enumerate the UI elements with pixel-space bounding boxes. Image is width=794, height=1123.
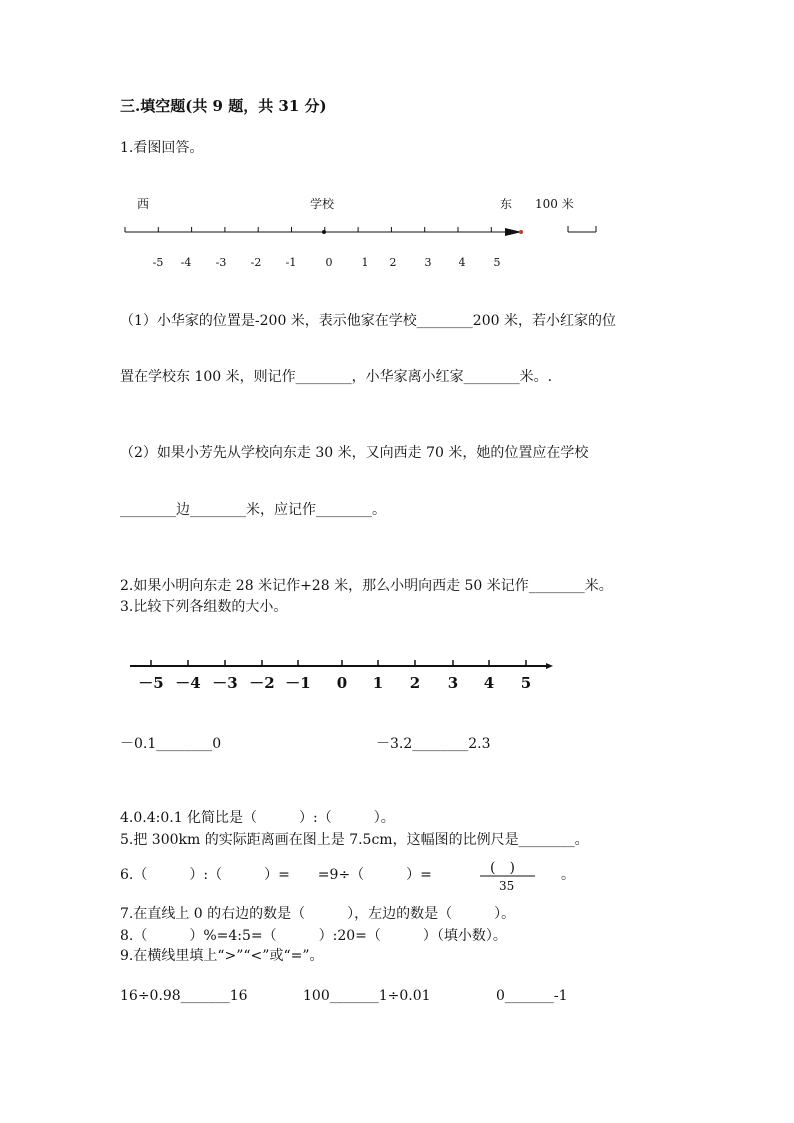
q1-tick-label: 4: [458, 256, 466, 269]
q2-text: 2.如果小明向东走 28 米记作+28 米，那么小明向西走 50 米记作________米。: [120, 578, 613, 594]
q3-tick-label: －3: [212, 674, 238, 692]
q3-compare-1: －0.1________0: [120, 736, 222, 752]
q3-tick-label: 1: [372, 674, 384, 692]
q7-text: 7.在直线上 0 的右边的数是（ ），左边的数是（ ）。: [120, 906, 516, 922]
label-scale: 100 米: [535, 197, 574, 211]
q1-tick-label: 2: [389, 256, 397, 269]
q9-compare-3: 0_______-1: [496, 988, 568, 1004]
section-title: 三.填空题(共 9 题，共 31 分): [120, 97, 327, 115]
q3-tick-label: 2: [409, 674, 421, 692]
q3-compare-2: －3.2________2.3: [376, 736, 491, 752]
label-east: 东: [500, 197, 513, 211]
q3-tick-label: －1: [285, 674, 311, 692]
q8-text: 8.（ ）%=4:5=（ ）:20=（ ）（填小数）。: [120, 928, 507, 944]
q6-numerator: ( ): [490, 860, 515, 876]
q1-part2-line2: ________边________米，应记作________。: [120, 502, 386, 518]
q1-part2-line1: （2）如果小芳先从学校向东走 30 米，又向西走 70 米，她的位置应在学校: [120, 445, 589, 461]
label-west: 西: [137, 197, 150, 211]
q1-tick-label: -1: [285, 256, 297, 269]
q6-denominator: 35: [499, 879, 515, 893]
q9-compare-1: 16÷0.98_______16: [120, 988, 248, 1004]
q1-tick-label: -3: [215, 256, 227, 269]
q3-tick-label: 3: [447, 674, 459, 692]
q1-tick-label: -4: [180, 256, 192, 269]
q3-tick-label: 5: [520, 674, 532, 692]
q9-compare-2: 100_______1÷0.01: [303, 988, 431, 1004]
q3-tick-label: 0: [336, 674, 348, 692]
q3-stem: 3.比较下列各组数的大小。: [120, 599, 288, 615]
q3-tick-label: －2: [249, 674, 275, 692]
q1-tick-label: -2: [250, 256, 262, 269]
q1-tick-label: 1: [361, 256, 369, 269]
q1-tick-label: 5: [493, 256, 501, 269]
q1-tick-label: -5: [152, 256, 164, 269]
q1-stem: 1.看图回答。: [120, 140, 204, 156]
q9-stem: 9.在横线里填上“>”“<”或“=”。: [120, 948, 324, 964]
q1-part1-line1: （1）小华家的位置是-200 米，表示他家在学校________200 米，若小红家的位: [120, 313, 616, 329]
q1-tick-label: 0: [325, 256, 333, 269]
q1-part1-line2: 置在学校东 100 米，则记作________，小华家离小红家________米。.: [120, 369, 553, 385]
label-school: 学校: [310, 197, 335, 211]
q3-tick-label: －4: [175, 674, 201, 692]
q3-tick-label: 4: [483, 674, 495, 692]
q3-tick-label: －5: [138, 674, 164, 692]
q5-text: 5.把 300km 的实际距离画在图上是 7.5cm，这幅图的比例尺是________。: [120, 832, 589, 848]
q1-tick-label: 3: [424, 256, 432, 269]
q6-text: 6.（ ）:（ ）= =9÷（ ）=: [120, 867, 432, 883]
q4-text: 4.0.4:0.1 化简比是（ ）:（ ）。: [120, 810, 395, 826]
q6-end: 。: [561, 867, 575, 883]
